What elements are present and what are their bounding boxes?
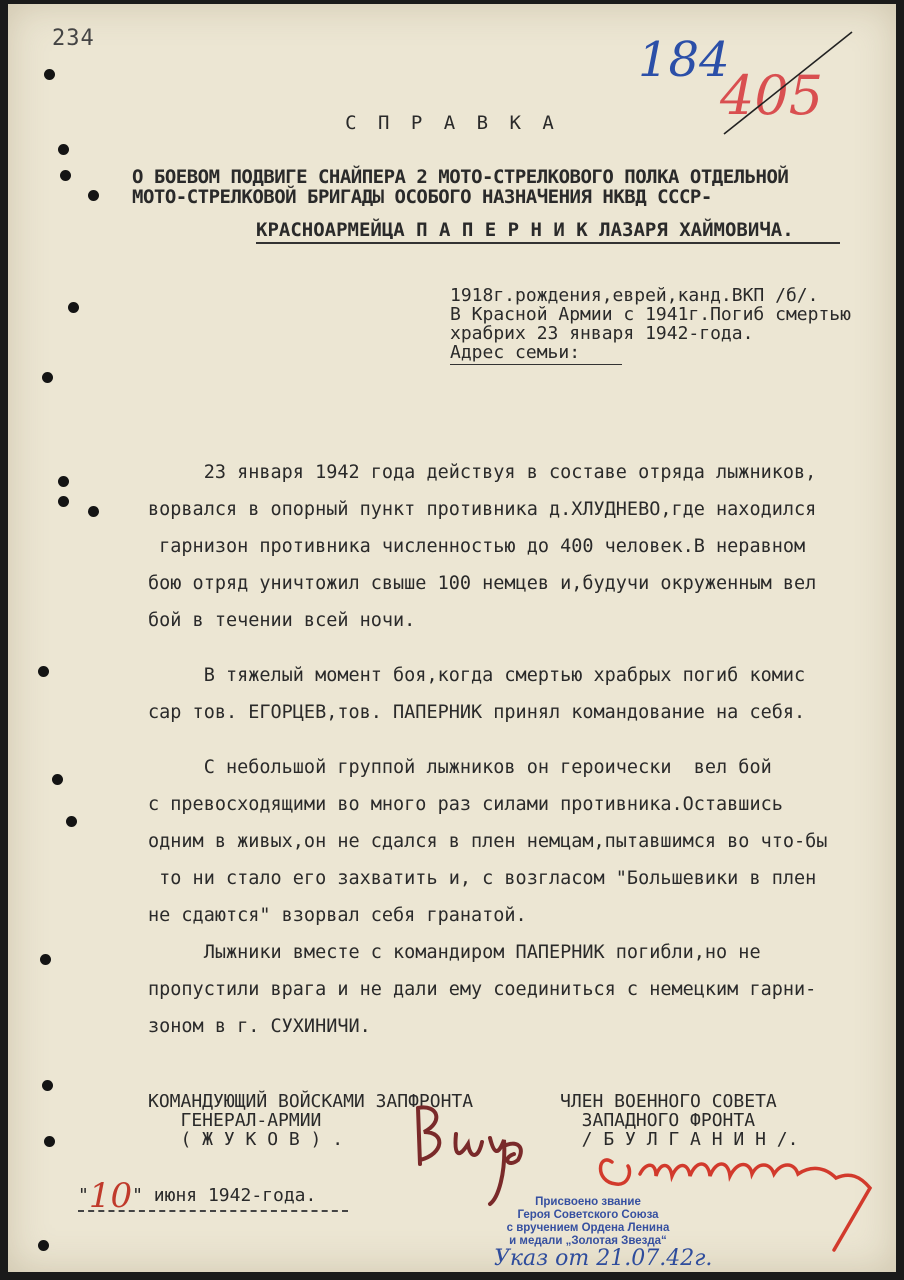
archive-number: 234 [52,26,95,51]
handwritten-blue-number: 184 [638,32,730,88]
binder-hole [58,496,69,507]
stamp-line: и медали „Золотая Звезда“ [509,1235,667,1247]
document-body [148,454,888,1045]
date-day-handwritten: 10 [88,1176,133,1216]
signatory-line: / Б У Л Г А Н И Н /. [560,1129,799,1150]
subtitle-line: О БОЕВОМ ПОДВИГЕ СНАЙПЕРА 2 МОТО-СТРЕЛКОВОГО ПОЛКА ОТДЕЛЬНОЙ [132,166,789,188]
stamp-line: с вручением Ордена Ленина [506,1222,670,1234]
binder-hole [58,476,69,487]
document-title: С П Р А В К А [345,112,559,134]
binder-hole [44,1136,55,1147]
body-line: зоном в г. СУХИНИЧИ. [148,1016,371,1037]
signatory-line: ЧЛЕН ВОЕННОГО СОВЕТА [560,1091,777,1112]
signatory-line: ЗАПАДНОГО ФРОНТА [560,1110,756,1131]
body-line: ворвался в опорный пункт противника д.ХЛУДНЕВО,где находился [148,499,817,520]
body-line: Лыжники вместе с командиром ПАПЕРНИК погибли,но не [148,942,761,963]
info-line: 1918г.рождения,еврей,канд.ВКП /б/. [450,285,819,306]
body-line: гарнизон противника численностью до 400 человек.В неравном [148,536,806,557]
body-line: одним в живых,он не сдался в плен немцам,пытавшимся во что-бы [148,831,828,852]
binder-hole [42,1080,53,1091]
stamp-line: Героя Советского Союза [517,1209,659,1221]
info-line: Адрес семьи: [450,342,581,363]
body-line: С небольшой группой лыжников он героически вел бой [148,757,772,778]
binder-hole [58,144,69,155]
binder-hole [88,190,99,201]
body-line: В тяжелый момент боя,когда смертью храбрых погиб комис [148,665,806,686]
signatory-line: КОМАНДУЮЩИЙ ВОЙСКАМИ ЗАПФРОНТА [148,1091,474,1112]
binder-hole [52,774,63,785]
body-line: то ни стало его захватить и, с возгласом "Большевики в плен [148,868,817,889]
signatory-line: ГЕНЕРАЛ-АРМИИ [148,1110,322,1131]
binder-hole [40,954,51,965]
stamp-line: Присвоено звание [535,1196,641,1208]
date-month-year: " июня 1942-года. [132,1185,317,1206]
info-line: В Красной Армии с 1941г.Погиб смертью [450,304,851,325]
binder-hole [88,506,99,517]
binder-hole [66,816,77,827]
info-line: храбрих 23 января 1942-года. [450,323,754,344]
document-page [8,4,896,1272]
binder-hole [42,372,53,383]
body-line: не сдаются" взорвал себя гранатой. [148,905,527,926]
award-stamp [478,1196,698,1248]
date-quote-open: " [78,1185,89,1206]
document-subtitle [132,167,872,207]
biographical-info [450,286,851,362]
body-line: с превосходящими во много раз силами противника.Оставшись [148,794,783,815]
underline [256,242,840,244]
subtitle-line: МОТО-СТРЕЛКОВОЙ БРИГАДЫ ОСОБОГО НАЗНАЧЕНИЯ НКВД СССР- [132,186,712,208]
underline [450,364,622,365]
body-line: бою отряд уничтожил свыше 100 немцев и,будучи окруженным вел [148,573,817,594]
underline [78,1210,348,1213]
body-line: сар тов. ЕГОРЦЕВ,тов. ПАПЕРНИК принял командование на себя. [148,702,806,723]
body-line: бой в течении всей ночи. [148,610,416,631]
body-line: пропустили врага и не дали ему соединиться с немецким гарни- [148,979,817,1000]
handwritten-red-number: 405 [720,64,824,127]
decree-note: Указ от 21.07.42г. [494,1246,713,1271]
binder-hole [68,302,79,313]
hero-name: КРАСНОАРМЕЙЦА П А П Е Р Н И К ЛАЗАРЯ ХАЙМОВИЧА. [256,219,794,241]
binder-hole [60,170,71,181]
body-line: 23 января 1942 года действуя в составе отряда лыжников, [148,462,817,483]
binder-hole [38,1240,49,1251]
signatory-line: ( Ж У К О В ) . [148,1129,344,1150]
binder-hole [38,666,49,677]
binder-hole [44,69,55,80]
